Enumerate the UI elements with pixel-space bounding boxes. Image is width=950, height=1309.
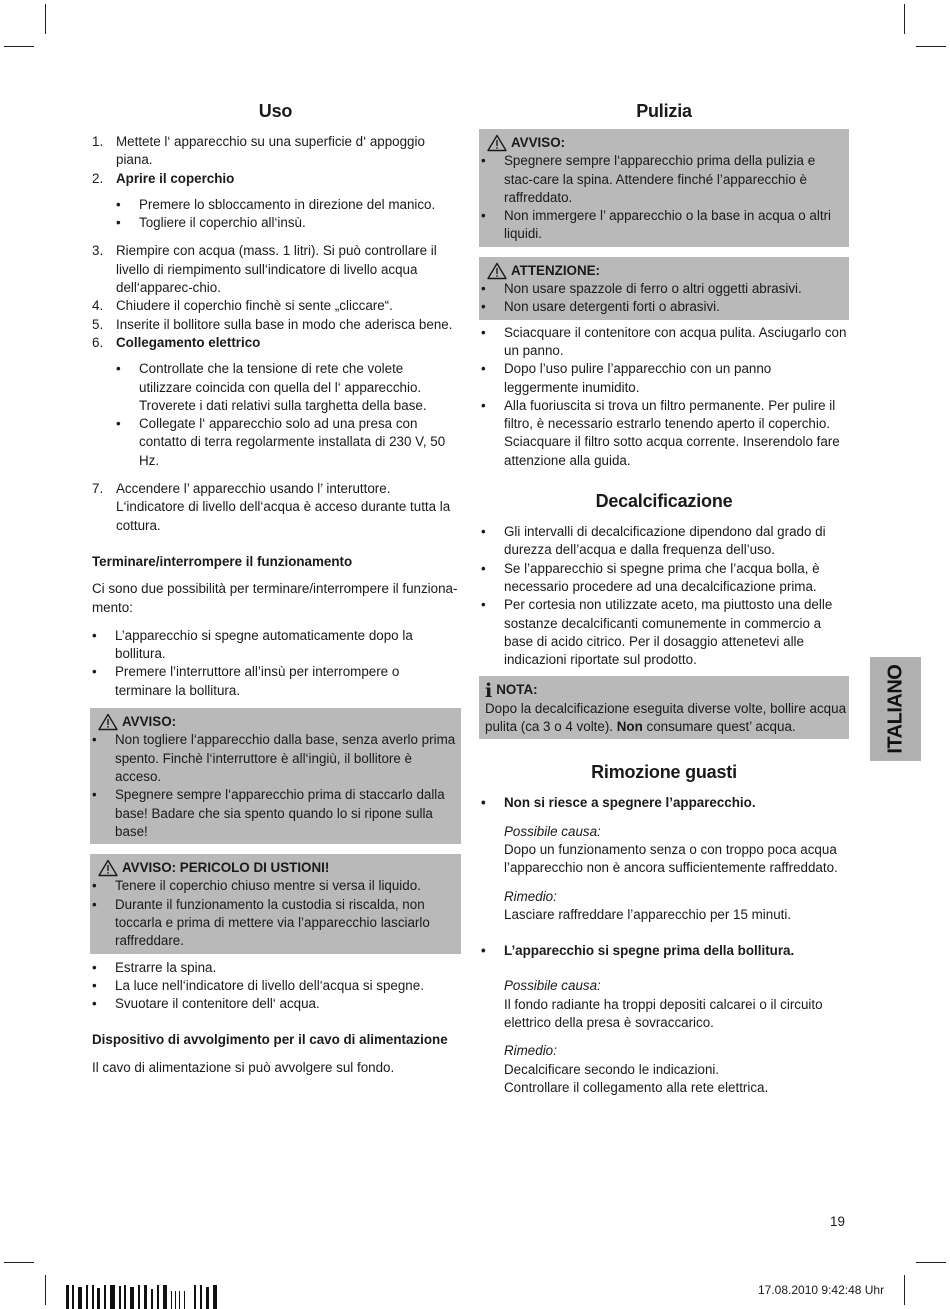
- section-title-decalcificazione: Decalcificazione: [595, 491, 733, 512]
- list-item: • Spegnere sempre l‘apparecchio prima della pulizia e stac-care la spina. Attendere finché l’apparecchio è raffreddato.: [481, 152, 847, 207]
- list-item: • Non usare detergenti forti o abrasivi.: [481, 298, 847, 316]
- attention-label: ATTENZIONE:: [511, 262, 601, 278]
- uso-steps-end: [92, 480, 459, 535]
- remedy-text: Controllare il collegamento alla rete elettrica.: [504, 1079, 769, 1095]
- after-list: [92, 959, 459, 1014]
- cavo-text: Il cavo di alimentazione si può avvolgere sul fondo.: [92, 1059, 395, 1075]
- trouble-item: [481, 794, 847, 924]
- step-2-sublist: [116, 196, 459, 233]
- step-6-sublist: [116, 360, 459, 470]
- decalcificazione-list: [481, 523, 847, 669]
- list-item: • Non togliere l‘apparecchio dalla base, senza averlo prima spento. Finchè l‘interruttore è all‘ingiù, il bollitore è acceso.: [92, 731, 459, 786]
- warning-triangle-icon: [98, 713, 118, 731]
- list-item: • Per cortesia non utilizzate aceto, ma piuttosto una delle sostanze decalcificanti comunemente in commercio a base di acido citrico. Per il dosaggio attenetevi alle indicazioni riportate sul prodotto.: [481, 596, 847, 669]
- warning-box: [90, 708, 461, 844]
- list-item: • Estrarre la spina.: [92, 959, 459, 977]
- crop-mark: [904, 1275, 905, 1305]
- list-item: • L’apparecchio si spegne automaticamente dopo la bollitura.: [92, 627, 459, 664]
- terminare-intro: Ci sono due possibilità per terminare/interrompere il funziona-mento:: [92, 581, 458, 615]
- remedy-label: Rimedio:: [504, 888, 557, 904]
- language-label: ITALIANO: [884, 664, 907, 754]
- note-label: NOTA:: [496, 682, 538, 698]
- list-item: • Premere l’interruttore all’insù per interrompere o terminare la bollitura.: [92, 663, 459, 700]
- note-text: Dopo la decalcificazione eseguita diverse volte, bollire acqua pulita (ca 3 o 4 volte). Non consumare quest’ acqua.: [485, 700, 847, 735]
- section-title-rimozione: Rimozione guasti: [591, 762, 737, 783]
- step-4: 4. Chiudere il coperchio finchè si sente „cliccare“.: [92, 298, 393, 314]
- warning-header: [92, 859, 459, 877]
- warning-box: [479, 129, 849, 247]
- list-item: • Non usare spazzole di ferro o altri oggetti abrasivi.: [481, 280, 847, 298]
- info-icon: i: [485, 679, 493, 702]
- warning-list: [481, 152, 847, 243]
- list-item: • Dopo l’uso pulire l’apparecchio con un panno leggermente inumidito.: [481, 360, 847, 397]
- warning-list: [92, 877, 459, 950]
- pulizia-list: [481, 324, 847, 470]
- list-item: • Spegnere sempre l‘apparecchio prima di staccarlo dalla base! Badare che sia spento quando lo si ripone sulla base!: [92, 786, 459, 841]
- list-item: • Non immergere l’ apparecchio o la base in acqua o altri liquidi.: [481, 207, 847, 244]
- crop-mark: [4, 46, 34, 47]
- trouble-detail: [504, 823, 847, 924]
- right-column: [481, 98, 847, 1097]
- crop-mark: [916, 1262, 946, 1263]
- uso-steps-cont: [92, 242, 459, 352]
- problem-label: • L’apparecchio si spegne prima della bollitura.: [481, 942, 847, 960]
- warning-header: [481, 134, 847, 152]
- attention-box: [479, 257, 849, 320]
- crop-mark: [45, 1275, 46, 1305]
- list-item: • Gli intervalli di decalcificazione dipendono dal grado di durezza dell’acqua e dalla frequenza dell’uso.: [481, 523, 847, 560]
- warning-triangle-icon: [98, 859, 118, 877]
- problem-label: • Non si riesce a spegnere l’apparecchio.: [481, 794, 847, 812]
- step-2: 2. Aprire il coperchio: [92, 170, 235, 186]
- crop-mark: [916, 46, 946, 47]
- attention-list: [481, 280, 847, 317]
- section-title-pulizia: Pulizia: [636, 101, 692, 121]
- cause-label: Possibile causa:: [504, 823, 601, 839]
- cause-label: Possibile causa:: [504, 978, 601, 994]
- warning-triangle-icon: [487, 262, 507, 280]
- remedy-text: Lasciare raffreddare l’apparecchio per 15 minuti.: [504, 906, 792, 922]
- terminare-list: [92, 627, 459, 700]
- list-item: • La luce nell‘indicatore di livello dell‘acqua si spegne.: [92, 977, 459, 995]
- crop-mark: [904, 4, 905, 34]
- step-7: 7. Accendere l’ apparecchio usando l’ interuttore. L‘indicatore di livello dell‘acqua è acceso durante tutta la cottura.: [92, 481, 451, 533]
- list-item: • Controllate che la tensione di rete che volete utilizzare coincida con quella del l‘ apparecchio. Troverete i dati relativi sulla targhetta della base.: [116, 360, 459, 415]
- step-1: 1. Mettete l‘ apparecchio su una superficie d‘ appoggio piana.: [92, 134, 425, 168]
- list-item: • Tenere il coperchio chiuso mentre si versa il liquido.: [92, 877, 459, 895]
- crop-mark: [4, 1262, 34, 1263]
- step-6: 6. Collegamento elettrico: [92, 334, 261, 350]
- trouble-detail: [504, 977, 847, 1097]
- print-code-graphic: [66, 1277, 276, 1309]
- warning-header: [92, 713, 459, 731]
- burn-warning-box: [90, 854, 461, 953]
- print-timestamp: 17.08.2010 9:42:48 Uhr: [758, 1283, 885, 1297]
- page-number: 19: [830, 1214, 845, 1229]
- list-item: • Premere lo sbloccamento in direzione del manico.: [116, 196, 459, 214]
- warning-label: AVVISO:: [122, 714, 177, 730]
- list-item: • Togliere il coperchio all‘insù.: [116, 214, 459, 232]
- list-item: • Durante il funzionamento la custodia si riscalda, non toccarla e prima di mettere via l’apparecchio lasciarlo raffreddare.: [92, 896, 459, 951]
- list-item: • Sciacquare il contenitore con acqua pulita. Asciugarlo con un panno.: [481, 324, 847, 361]
- trouble-item: [481, 942, 847, 1097]
- heading-cavo: Dispositivo di avvolgimento per il cavo di alimentazione: [92, 1032, 448, 1048]
- heading-terminare: Terminare/interrompere il funzionamento: [92, 553, 353, 569]
- attention-header: [481, 262, 847, 280]
- left-column: [92, 98, 459, 1077]
- warning-triangle-icon: [487, 134, 507, 152]
- list-item: • Se l’apparecchio si spegne prima che l’acqua bolla, è necessario procedere ad una decalcificazione prima.: [481, 560, 847, 597]
- uso-steps: [92, 133, 459, 188]
- list-item: • Collegate l‘ apparecchio solo ad una presa con contatto di terra regolarmente installata di 230 V, 50 Hz.: [116, 415, 459, 470]
- note-header: [485, 679, 847, 702]
- list-item: • Alla fuoriuscita si trova un filtro permanente. Per pulire il filtro, è necessario estrarlo tenendo aperto il coperchio. Sciacquare il filtro sotto acqua corrente. Inserendolo fare attenzione alla guida.: [481, 397, 847, 470]
- step-5: 5. Inserite il bollitore sulla base in modo che aderisca bene.: [92, 316, 453, 332]
- note-box: [479, 676, 849, 739]
- remedy-text: Decalcificare secondo le indicazioni.: [504, 1061, 720, 1077]
- warning-label: AVVISO: PERICOLO DI USTIONI!: [122, 860, 330, 876]
- list-item: • Svuotare il contenitore dell‘ acqua.: [92, 995, 459, 1013]
- cause-text: Il fondo radiante ha troppi depositi calcarei o il circuito elettrico della presa è sovraccarico.: [504, 996, 823, 1030]
- cause-text: Dopo un funzionamento senza o con troppo poca acqua l’apparecchio non è ancora sufficientemente raffreddato.: [504, 841, 838, 876]
- language-tab: [870, 657, 921, 761]
- warning-label: AVVISO:: [511, 135, 566, 150]
- warning-list: [92, 731, 459, 841]
- step-3: 3. Riempire con acqua (mass. 1 litri). Si può controllare il livello di riempimento sull‘indicatore di livello acqua dell‘apparec-chio.: [92, 243, 437, 296]
- remedy-label: Rimedio:: [504, 1043, 557, 1059]
- section-title-uso: Uso: [258, 101, 293, 121]
- crop-mark: [45, 4, 46, 34]
